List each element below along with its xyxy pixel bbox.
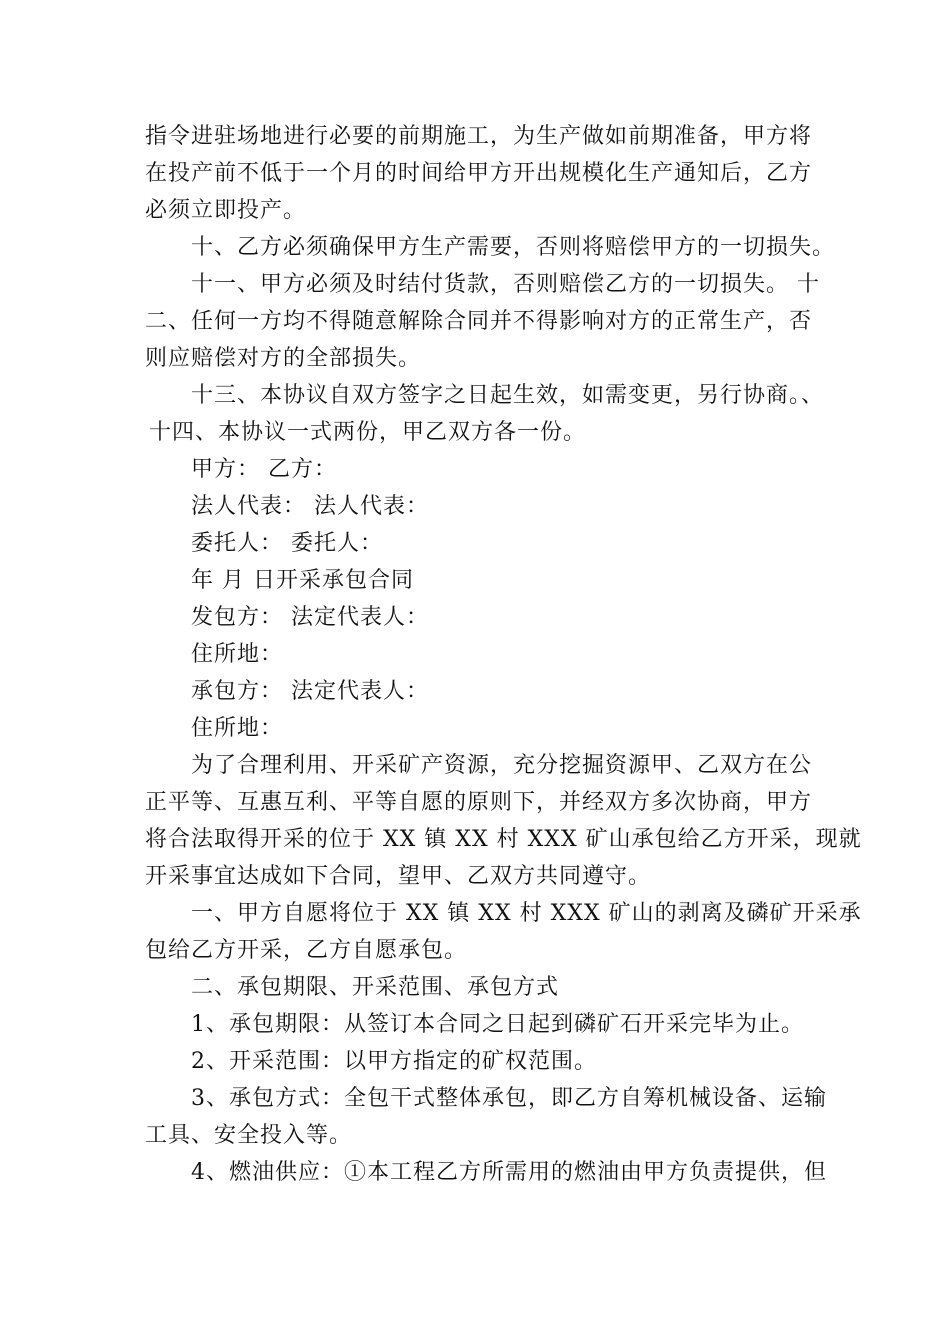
clause-11: 十一、甲方必须及时结付货款，否则赔偿乙方的一切损失。 十 [191,272,820,297]
date-and-title: 年 月 日开采承包合同 [191,568,414,593]
clause-12-line: 二、任何一方均不得随意解除合同并不得影响对方的正常生产，否 [145,309,813,334]
preamble-line: 正平等、互惠互利、平等自愿的原则下，并经双方多次协商，甲方 [145,790,813,815]
preamble-line: 将合法取得开采的位于 XX 镇 XX 村 XXX 矿山承包给乙方开采，现就 [145,827,862,852]
term-item-3: 3、承包方式：全包干式整体承包，即乙方自筹机械设备、运输 [191,1086,827,1111]
clause-13: 十三、本协议自双方签字之日起生效，如需变更，另行协商。、 [191,383,825,408]
term-item-3-cont: 工具、安全投入等。 [145,1123,353,1148]
party-a-address: 住所地： [191,642,284,667]
party-b-address: 住所地： [191,716,284,741]
preamble-line: 为了合理利用、开采矿产资源，充分挖掘资源甲、乙双方在公 [191,753,813,778]
preamble-line: 开采事宜达成如下合同，望甲、乙双方共同遵守。 [145,864,652,889]
party-b-line: 承包方： 法定代表人： [191,679,429,704]
signature-legal-rep: 法人代表： 法人代表： [191,494,429,519]
clause-10: 十、乙方必须确保甲方生产需要，否则将赔偿甲方的一切损失。 [191,235,836,260]
article-2-heading: 二、承包期限、开采范围、承包方式 [191,975,560,1000]
contract-body [145,118,862,1191]
clause-14: 十四、本协议一式两份，甲乙双方各一份。 [149,420,587,445]
term-item-1: 1、承包期限：从签订本合同之日起到磷矿石开采完毕为止。 [191,1012,804,1037]
clause-12-line: 则应赔偿对方的全部损失。 [145,346,422,371]
term-item-2: 2、开采范围：以甲方指定的矿权范围。 [191,1049,597,1074]
article-1-line: 包给乙方开采，乙方自愿承包。 [145,938,468,963]
paragraph-line: 在投产前不低于一个月的时间给甲方开出规模化生产通知后，乙方 [145,161,813,186]
signature-agent: 委托人： 委托人： [191,531,383,556]
paragraph-line: 指令进驻场地进行必要的前期施工，为生产做如前期准备，甲方将 [145,124,813,149]
party-a-line: 发包方： 法定代表人： [191,605,429,630]
signature-parties: 甲方： 乙方： [191,457,337,482]
paragraph-line: 必须立即投产。 [145,198,307,223]
article-1-line: 一、甲方自愿将位于 XX 镇 XX 村 XXX 矿山的剥离及磷矿开采承 [191,901,862,926]
term-item-4: 4、燃油供应：①本工程乙方所需用的燃油由甲方负责提供，但 [191,1160,827,1185]
